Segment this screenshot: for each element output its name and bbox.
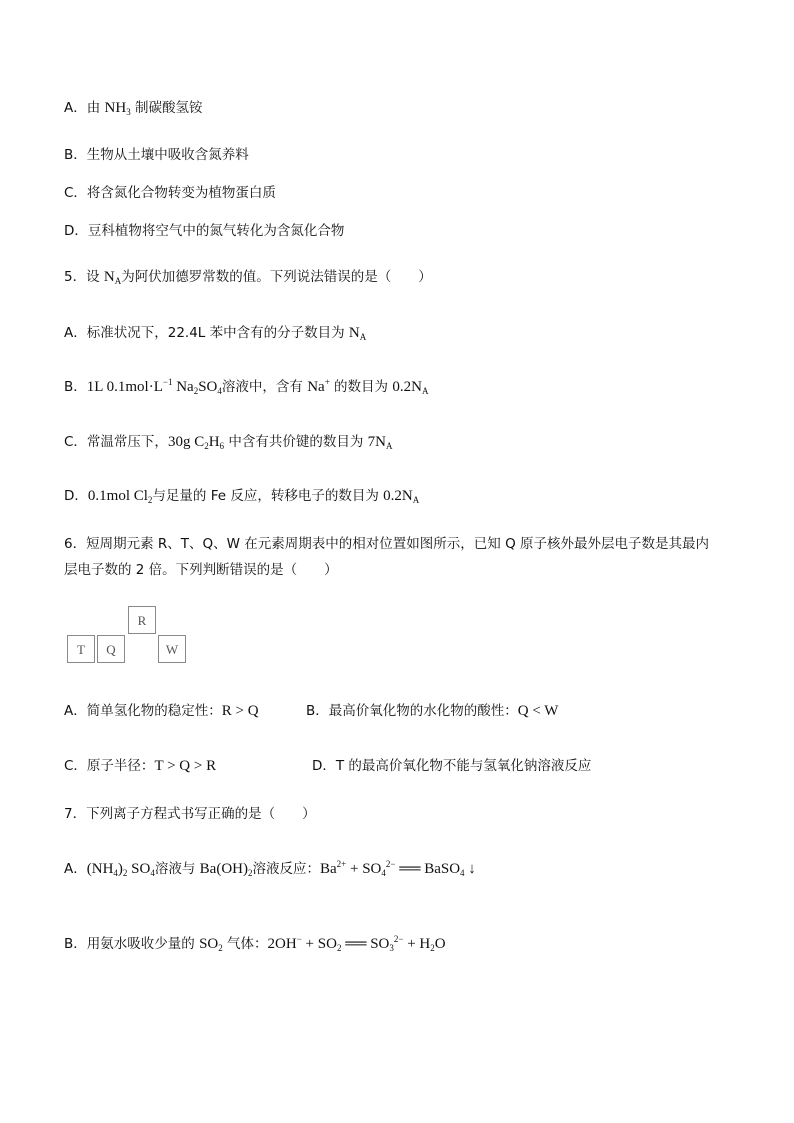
cell-w: W [158,635,186,663]
q5-stem: 5．设 $N_A$为阿伏加德罗常数的值。下列说法错误的是（ ） [64,269,432,286]
q4-option-c: C．将含氮化合物转变为植物蛋白质 [64,185,276,201]
q4-option-a: A．由 $NH_3$ 制碳酸氢铵 [64,100,203,117]
q6-option-c: C．原子半径：T > Q > R [64,758,217,774]
cell-t: T [67,635,95,663]
q4-option-d: D．豆科植物将空气中的氮气转化为含氮化合物 [64,223,345,239]
q6-option-d: D．T 的最高价氧化物不能与氢氧化钠溶液反应 [312,758,592,774]
q6-option-b: B．最高价氧化物的水化物的酸性：Q < W [306,703,559,719]
periodic-table-fragment [67,606,187,664]
q5-option-b: B．1L $0.1mol\cdot L^{-1}$ $Na_2SO_4$溶液中，含有 Na+ 的数目为 $0.2N_A$ [64,377,429,396]
q6-stem-line1: 6．短周期元素 R、T、Q、W 在元素周期表中的相对位置如图所示，已知 Q 原子核外最外层电子数是其最内 [64,536,709,552]
q4-option-b: B．生物从土壤中吸收含氮养料 [64,147,249,163]
cell-r: R [128,606,156,634]
q7-option-a: A．$(NH_4)_2$ $SO_4$溶液与 $Ba(OH)_2$溶液反应：$Ba^{2+} + SO_4^{2-}$ ══ BaSO$_4$ ↓ [64,859,476,878]
q6-stem-line2: 层电子数的 2 倍。下列判断错误的是（ ） [64,562,338,578]
q6-option-a: A．简单氢化物的稳定性：R > Q [64,703,259,719]
q5-option-a: A．标准状况下，22.4L 苯中含有的分子数目为 $N_A$ [64,325,367,342]
cell-q: Q [97,635,125,663]
q5-option-d: D．0.1mol $Cl_2$与足量的 Fe 反应，转移电子的数目为 $0.2N_A$ [64,488,420,505]
q7-option-b: B．用氨水吸收少量的 $SO_2$ 气体：$2OH^- + SO_2$ ══ $SO_3^{2-} + H_2O$ [64,934,446,953]
q5-option-c: C．常温常压下，30g $C_2H_6$ 中含有共价键的数目为 $7N_A$ [64,434,393,451]
q7-stem: 7．下列离子方程式书写正确的是（ ） [64,806,316,822]
